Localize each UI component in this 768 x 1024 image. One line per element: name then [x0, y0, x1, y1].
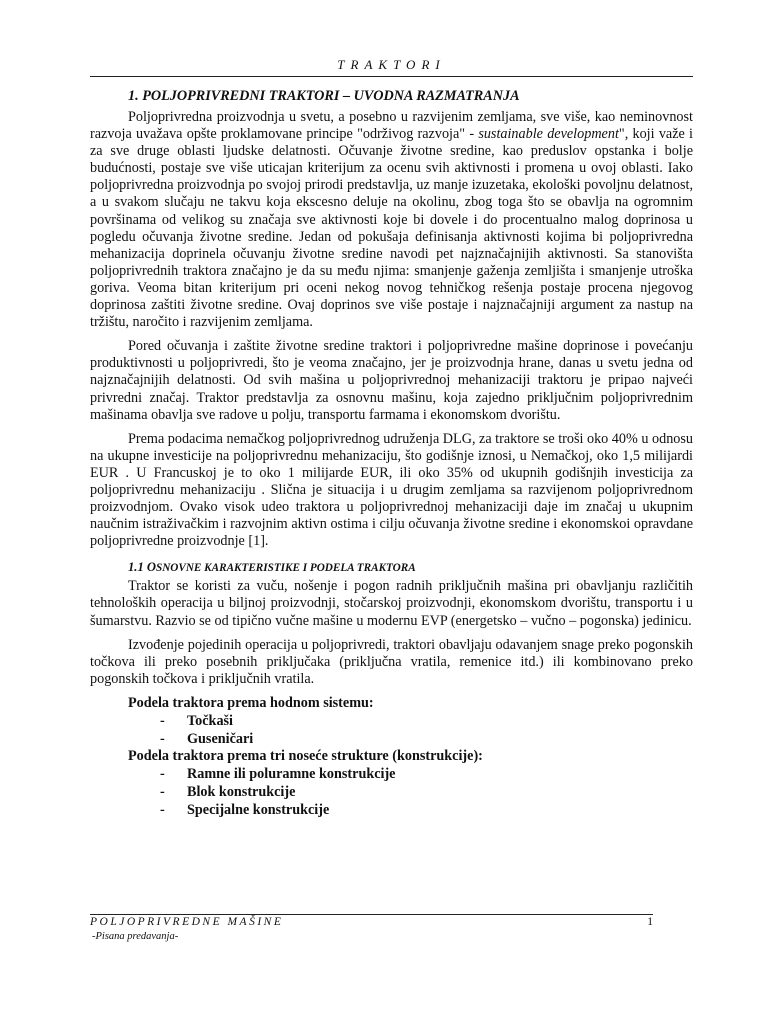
list-title: Podela traktora prema tri noseće strukture (konstrukcije):	[128, 748, 483, 765]
list-item-text: Točkaši	[187, 712, 233, 729]
page-footer	[90, 914, 653, 931]
list-item-text: Specijalne konstrukcije	[187, 801, 330, 818]
list-dash: -	[160, 766, 165, 783]
list-item	[160, 713, 693, 731]
list-item	[160, 766, 693, 784]
list-dash: -	[160, 712, 165, 729]
section-heading: 1. POLJOPRIVREDNI TRAKTORI – UVODNA RAZMATRANJA	[128, 88, 520, 104]
subsection-heading-text: SNOVNE KARAKTERISTIKE I PODELA TRAKTORA	[156, 562, 416, 575]
list-dash: -	[160, 730, 165, 747]
footer-title: POLJOPRIVREDNE MAŠINE	[90, 916, 284, 928]
paragraph-text: Poljoprivredna proizvodnja u svetu, a posebno u razvijenim zemljama, sve više, kao neminovnost razvoja uvažava opšte proklamovane principe "održivog razvoja" -	[90, 109, 693, 143]
paragraph	[90, 109, 693, 331]
list-item-text: Guseničari	[187, 730, 254, 747]
page-number: 1	[647, 916, 653, 928]
page-content	[90, 86, 693, 819]
list-item	[160, 802, 693, 820]
list-item-text: Blok konstrukcije	[187, 783, 296, 800]
header-title: TRAKTORI	[337, 57, 446, 72]
footer-subtitle: -Pisana predavanja-	[92, 931, 179, 942]
paragraph: Prema podacima nemačkog poljoprivrednog udruženja DLG, za traktore se troši oko 40% u odnosu na ukupne investicije na poljoprivrednu mehanizaciju, što godišnje iznosi, u Nemačkoj, oko 1,5 milijardi EUR . U Francuskoj je to oko 1 milijarde EUR, ili oko 35% od ukupnih godišnjih investicija za poljoprivrednu mehanizaciju . Slična je situacija i u drugim zemljama sa razvijenom poljoprivrednom proizvodnjom. Ovako visok udeo traktora u poljoprivrednoj mehanizaciji daje im značaj u ukupnim naučnim istraživačkim i razvojnim aktivn ostima i cilju očuvanja životne sredine i ekonomskoi opravdane poljoprivredne proizvodnje [1].	[90, 430, 693, 550]
list-title: Podela traktora prema hodnom sistemu:	[128, 694, 374, 711]
list-item	[160, 731, 693, 749]
subsection-heading	[128, 557, 693, 578]
paragraph-text: ", koji važe i za sve druge oblasti ljudske delatnosti. Očuvanje životne sredine, kao preduslov opstanka i bolje budućnosti, postaje sve više uticajan kriterijum za ocenu svih aktivnosti i promena u ovoj oblasti. Iako poljoprivredna proizvodnja po svojoj prirodi predstavlja, uz manje izuzetaka, ekološki povoljnu delatnost, a u svakom slučaju ne takvu koja ekscesno deluje na okolinu, zbog toga što se obavlja na ogromnim površinama od velikog su značaja sve aktivnosti koje bi dovele i do procentualno malog doprinosa u pogledu očuvanja životne sredine. Jedan od pokušaja definisanja aktivnosti kojima bi poljoprivredna mehanizacija doprinela očuvanju životne sredine navodi pet najznačajnijih aktivnosti. Sa stanovišta poljoprivrednih traktora značajno je da su među njima: smanjenje gaženja zemljišta i smanjenje utroška goriva. Veoma bitan kriterijum pri oceni nekog novog tehničkog rešenja postaje procena njegovog doprinosa zaštiti životne sredine. Ovaj doprinos sve više postaje i najznačajniji argument za nastup na tržištu, naročito i razvijenim zemljama.	[90, 126, 694, 331]
list-dash: -	[160, 801, 165, 818]
page-header	[90, 56, 693, 77]
list-item-text: Ramne ili poluramne konstrukcije	[187, 766, 396, 783]
paragraph: Pored očuvanja i zaštite životne sredine traktori i poljoprivredne mašine doprinose i povećanju produktivnosti u poljoprivredi, što je veoma značajno, jer je proizvodnja hrane, danas u svetu jedna od najznačajnijih delatnosti. Od svih mašina u poljoprivrednoj mehanizaciji traktoru je pripao najveći privredni značaj. Traktor predstavlja za osnovnu mašinu, koja zajedno priključnim poljoprivrednim mašinama obavlja sve radove u polju, transportu farmama i ekonomskom dvorištu.	[90, 338, 693, 423]
paragraph: Traktor se koristi za vuču, nošenje i pogon radnih priključnih mašina pri obavljanju različitih tehnoloških operacija u biljnoj proizvodnji, stočarskoj proizvodnji, ekonomskom dvorištu, transportu i u šumarstvu. Razvio se od tipično vučne mašine u modernu EVP (energetsko – vučno – pogonska) jedinicu.	[90, 578, 693, 629]
list-item	[160, 784, 693, 802]
subsection-heading-number: 1.1 O	[128, 560, 156, 575]
list-dash: -	[160, 783, 165, 800]
paragraph: Izvođenje pojedinih operacija u poljoprivredi, traktori obavljaju odavanjem snage preko pogonskih točkova ili preko posebnih priključaka (priključna vratila, remenice itd.) ili kombinovano preko pogonskih točkova i priključnih vratila.	[90, 636, 693, 687]
paragraph-emphasis: sustainable development	[478, 126, 619, 143]
